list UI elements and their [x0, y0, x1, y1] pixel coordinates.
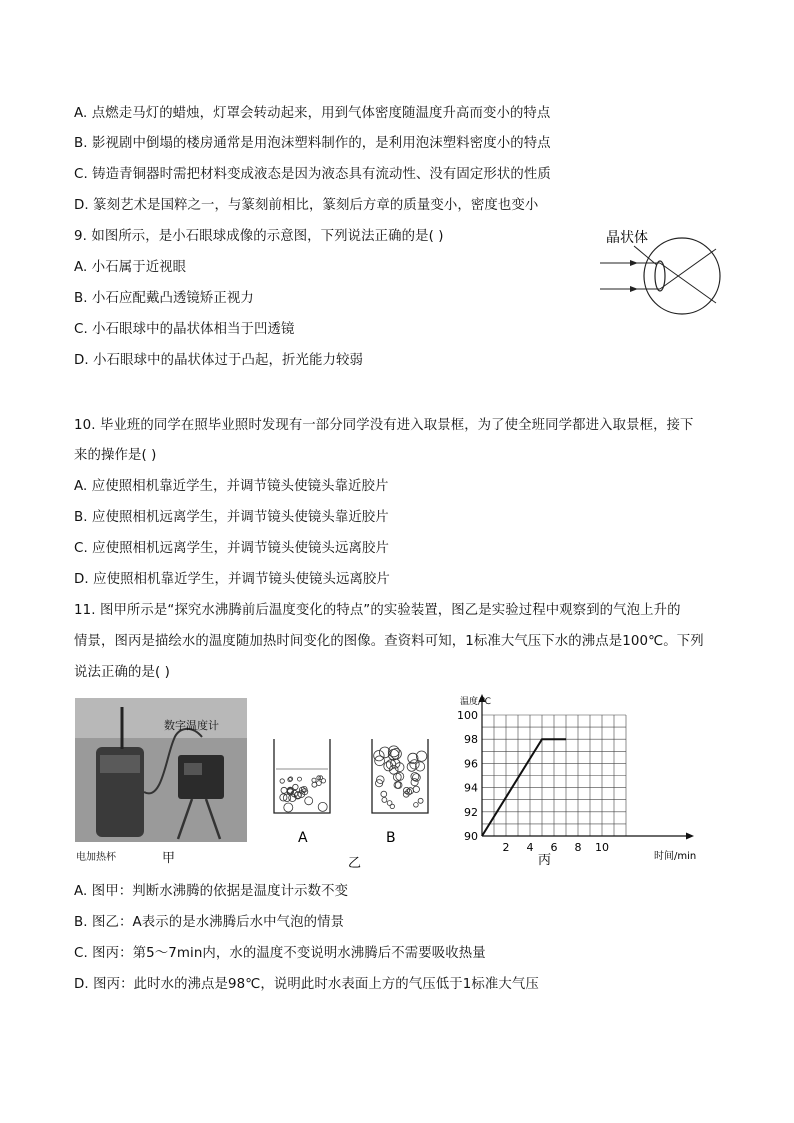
- bubble: [298, 777, 302, 781]
- q9-option-c: C. 小石眼球中的晶状体相当于凹透镜: [74, 322, 295, 337]
- figure-bing-label: 丙: [538, 853, 552, 868]
- q10-option-d: D. 应使照相机靠近学生，并调节镜头使镜头远离胶片: [74, 572, 390, 587]
- x-tick-label: 4: [526, 841, 534, 854]
- bubble: [293, 784, 298, 789]
- bubble: [418, 798, 423, 803]
- figure-yi-label: 乙: [348, 856, 362, 871]
- bubble: [407, 788, 413, 794]
- y-tick-label: 100: [457, 709, 478, 722]
- bubble: [382, 797, 387, 802]
- x-tick-label: 2: [502, 841, 510, 854]
- bubble: [413, 786, 419, 792]
- bubble: [317, 781, 322, 786]
- bubble: [280, 779, 284, 783]
- bubble: [318, 802, 327, 811]
- beaker-b-label: B: [386, 830, 396, 846]
- ray-arrow-upper: [630, 260, 638, 266]
- figure-yi: [268, 735, 448, 875]
- chart-axes: [479, 694, 695, 840]
- q11-option-d: D. 图丙：此时水的沸点是98℃，说明此时水表面上方的气压低于1标准大气压: [74, 977, 539, 992]
- q10-stem-line1: 10. 毕业班的同学在照毕业照时发现有一部分同学没有进入取景框，为了使全班同学都进入取景框，接下: [74, 418, 694, 433]
- q9-option-b: B. 小石应配戴凸透镜矫正视力: [74, 291, 254, 306]
- beaker-a-label: A: [298, 830, 308, 846]
- heating-cup-caption: 电加热杯: [76, 852, 116, 863]
- q11-option-a: A. 图甲：判断水沸腾的依据是温度计示数不变: [74, 884, 349, 899]
- y-tick-label: 92: [464, 805, 478, 819]
- bubble: [305, 797, 313, 805]
- bubble: [414, 803, 419, 808]
- q10-option-b: B. 应使照相机远离学生，并调节镜头使镜头靠近胶片: [74, 510, 389, 525]
- q11-stem-line2: 情景，图丙是描绘水的温度随加热时间变化的图像。查资料可知，1标准大气压下水的沸点是100℃。下列: [74, 634, 704, 649]
- bubble: [387, 801, 392, 806]
- beaker-b-bubbles: [374, 746, 427, 809]
- q8-option-d: D. 篆刻艺术是国粹之一，与篆刻前相比，篆刻后方章的质量变小，密度也变小: [74, 198, 539, 213]
- x-tick-label: 8: [574, 841, 582, 854]
- bubble: [284, 803, 293, 812]
- y-tick-label: 96: [464, 757, 478, 771]
- q10-option-a: A. 应使照相机靠近学生，并调节镜头使镜头靠近胶片: [74, 479, 389, 494]
- bubble: [411, 779, 418, 786]
- figure-jia: [74, 697, 254, 869]
- x-tick-label: 6: [550, 841, 558, 854]
- q9-option-a: A. 小石属于近视眼: [74, 260, 187, 275]
- bubble: [395, 763, 404, 772]
- eye-diagram: [596, 224, 726, 324]
- ray-arrow-lower: [630, 286, 638, 292]
- q11-stem-line1: 11. 图甲所示是“探究水沸腾前后温度变化的特点”的实验装置，图乙是实验过程中观察到的气泡上升的: [74, 603, 681, 618]
- q11-stem-line3: 说法正确的是( ): [74, 665, 170, 680]
- bubble: [281, 787, 287, 793]
- bubble: [410, 760, 419, 769]
- y-axis-label: 温度/℃: [460, 697, 492, 707]
- q8-option-c: C. 铸造青铜器时需把材料变成液态是因为液态具有流动性、没有固定形状的性质: [74, 167, 551, 182]
- figure-jia-label: 甲: [162, 851, 176, 866]
- chart-grid: [482, 715, 626, 836]
- q11-option-b: B. 图乙：A表示的是水沸腾后水中气泡的情景: [74, 915, 345, 930]
- q10-stem-line2: 来的操作是( ): [74, 448, 157, 463]
- y-tick-label: 94: [464, 781, 478, 795]
- bubble: [389, 765, 398, 774]
- q10-option-c: C. 应使照相机远离学生，并调节镜头使镜头远离胶片: [74, 541, 389, 556]
- beaker-a-bubbles: [280, 776, 327, 812]
- x-axis-arrow: [686, 833, 694, 840]
- y-tick-label: 90: [464, 830, 478, 843]
- x-tick-label: 10: [595, 841, 609, 854]
- chart-ticks: [457, 709, 609, 854]
- y-tick-label: 98: [464, 733, 478, 747]
- bubble: [381, 791, 387, 797]
- digital-thermometer: [178, 755, 224, 799]
- figure-bing-chart: [450, 692, 720, 874]
- x-axis-label: 时间/min: [654, 851, 697, 862]
- lens-label: 晶状体: [606, 230, 648, 246]
- bubble: [312, 778, 316, 782]
- q8-option-b: B. 影视剧中倒塌的楼房通常是用泡沫塑料制作的，是利用泡沫塑料密度小的特点: [74, 136, 551, 151]
- thermometer-handwritten-label: 数字温度计: [164, 719, 219, 732]
- q8-option-a: A. 点燃走马灯的蜡烛，灯罩会转动起来，用到气体密度随温度升高而变小的特点: [74, 106, 551, 121]
- bubble: [416, 762, 425, 771]
- q11-option-c: C. 图丙：第5～7min内，水的温度不变说明水沸腾后不需要吸收热量: [74, 946, 486, 961]
- q9-option-d: D. 小石眼球中的晶状体过于凸起，折光能力较弱: [74, 353, 363, 368]
- q9-stem: 9. 如图所示，是小石眼球成像的示意图，下列说法正确的是( ): [74, 229, 444, 244]
